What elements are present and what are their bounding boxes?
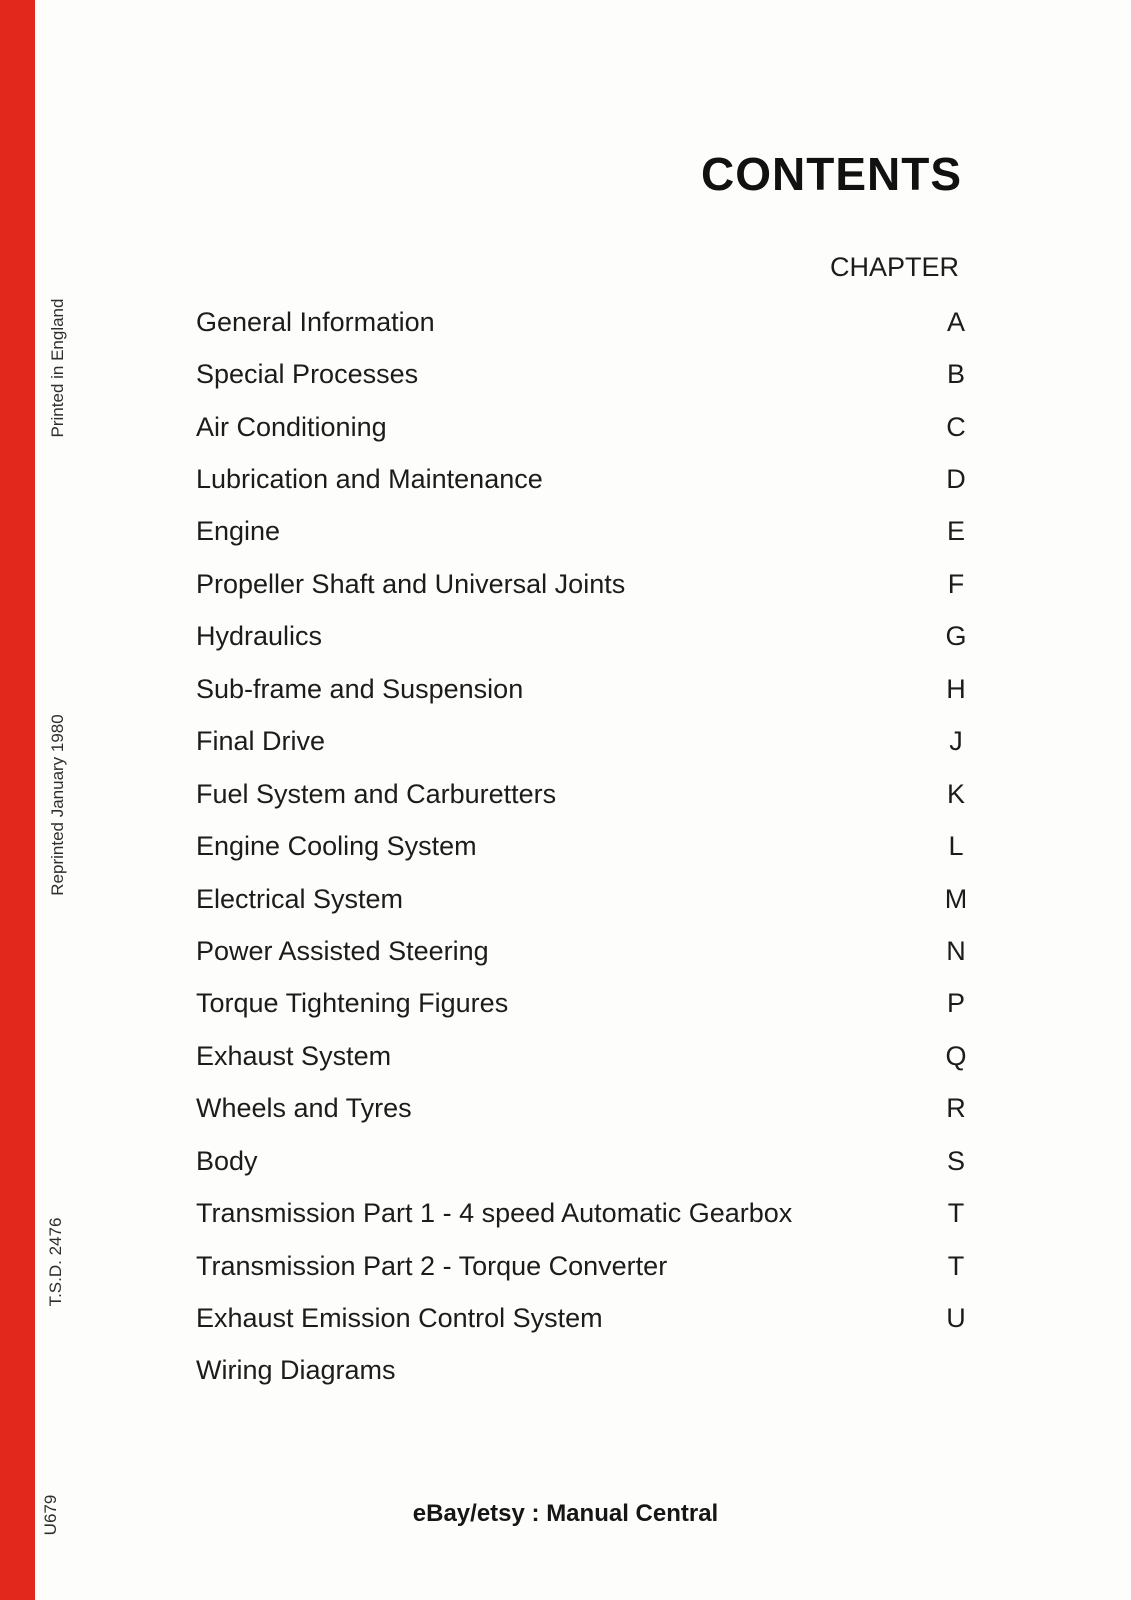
toc-entry-letter: N bbox=[946, 935, 966, 966]
toc-entry-title: Hydraulics bbox=[196, 621, 323, 652]
toc-entry-title: Exhaust System bbox=[196, 1040, 392, 1071]
toc-row bbox=[196, 296, 986, 348]
toc-entry-letter: L bbox=[948, 831, 964, 862]
contents-list bbox=[196, 296, 986, 1397]
toc-row bbox=[196, 1345, 986, 1397]
toc-entry-title: Final Drive bbox=[196, 726, 326, 757]
toc-entry-title: Special Processes bbox=[196, 359, 419, 390]
toc-entry-title: General Information bbox=[196, 306, 435, 337]
toc-entry-letter: C bbox=[946, 411, 966, 442]
toc-entry-title: Exhaust Emission Control System bbox=[196, 1303, 603, 1334]
toc-entry-letter: D bbox=[946, 464, 966, 495]
toc-entry-letter: M bbox=[944, 883, 968, 914]
toc-row bbox=[196, 1135, 986, 1187]
toc-entry-title: Transmission Part 2 - Torque Converter bbox=[196, 1250, 668, 1281]
toc-entry-letter: A bbox=[946, 306, 965, 337]
toc-entry-title: Torque Tightening Figures bbox=[196, 988, 509, 1019]
toc-row bbox=[196, 663, 986, 715]
toc-entry-letter: E bbox=[946, 516, 965, 547]
toc-entry-title: Wheels and Tyres bbox=[196, 1093, 412, 1124]
binding-edge-strip bbox=[0, 0, 35, 1600]
footer-watermark: eBay/etsy : Manual Central bbox=[412, 1500, 719, 1527]
toc-entry-letter: J bbox=[949, 726, 963, 757]
toc-entry-title: Body bbox=[196, 1145, 258, 1176]
toc-entry-letter: F bbox=[947, 568, 965, 599]
toc-row bbox=[196, 1083, 986, 1135]
toc-entry-letter: P bbox=[946, 988, 965, 1019]
toc-entry-title: Propeller Shaft and Universal Joints bbox=[196, 568, 626, 599]
toc-row bbox=[196, 453, 986, 505]
toc-row bbox=[196, 1030, 986, 1082]
toc-row bbox=[196, 820, 986, 872]
toc-entry-title: Transmission Part 1 - 4 speed Automatic Gearbox bbox=[196, 1198, 793, 1229]
toc-row bbox=[196, 978, 986, 1030]
print-code-note: U679 bbox=[41, 1494, 60, 1536]
toc-entry-letter: G bbox=[945, 621, 967, 652]
toc-entry-title: Engine Cooling System bbox=[196, 831, 477, 862]
toc-entry-title: Air Conditioning bbox=[196, 411, 387, 442]
toc-entry-title: Power Assisted Steering bbox=[196, 935, 489, 966]
toc-row bbox=[196, 768, 986, 820]
toc-entry-letter: K bbox=[946, 778, 965, 809]
toc-entry-letter: T bbox=[947, 1198, 965, 1229]
toc-row bbox=[196, 873, 986, 925]
page-title: CONTENTS bbox=[701, 148, 962, 200]
toc-entry-title: Fuel System and Carburetters bbox=[196, 778, 557, 809]
toc-row bbox=[196, 348, 986, 400]
toc-entry-title: Engine bbox=[196, 516, 281, 547]
toc-row bbox=[196, 716, 986, 768]
printed-in-england-note: Printed in England bbox=[48, 298, 67, 438]
toc-row bbox=[196, 611, 986, 663]
tsd-number-note: T.S.D. 2476 bbox=[46, 1217, 65, 1307]
reprint-date-note: Reprinted January 1980 bbox=[48, 714, 67, 896]
toc-row bbox=[196, 925, 986, 977]
toc-entry-letter: Q bbox=[945, 1040, 967, 1071]
toc-entry-title: Sub-frame and Suspension bbox=[196, 673, 524, 704]
toc-entry-letter: R bbox=[946, 1093, 966, 1124]
toc-row bbox=[196, 401, 986, 453]
toc-entry-letter: S bbox=[946, 1145, 965, 1176]
toc-row bbox=[196, 1292, 986, 1344]
toc-entry-letter: B bbox=[946, 359, 965, 390]
toc-entry-title: Wiring Diagrams bbox=[196, 1355, 396, 1386]
toc-entry-title: Electrical System bbox=[196, 883, 404, 914]
toc-entry-title: Lubrication and Maintenance bbox=[196, 464, 543, 495]
toc-row bbox=[196, 1240, 986, 1292]
toc-row bbox=[196, 1187, 986, 1239]
toc-entry-letter: H bbox=[946, 673, 966, 704]
chapter-column-header: CHAPTER bbox=[829, 252, 959, 282]
toc-entry-letter: T bbox=[947, 1250, 965, 1281]
toc-row bbox=[196, 506, 986, 558]
toc-entry-letter: U bbox=[946, 1303, 966, 1334]
toc-row bbox=[196, 558, 986, 610]
